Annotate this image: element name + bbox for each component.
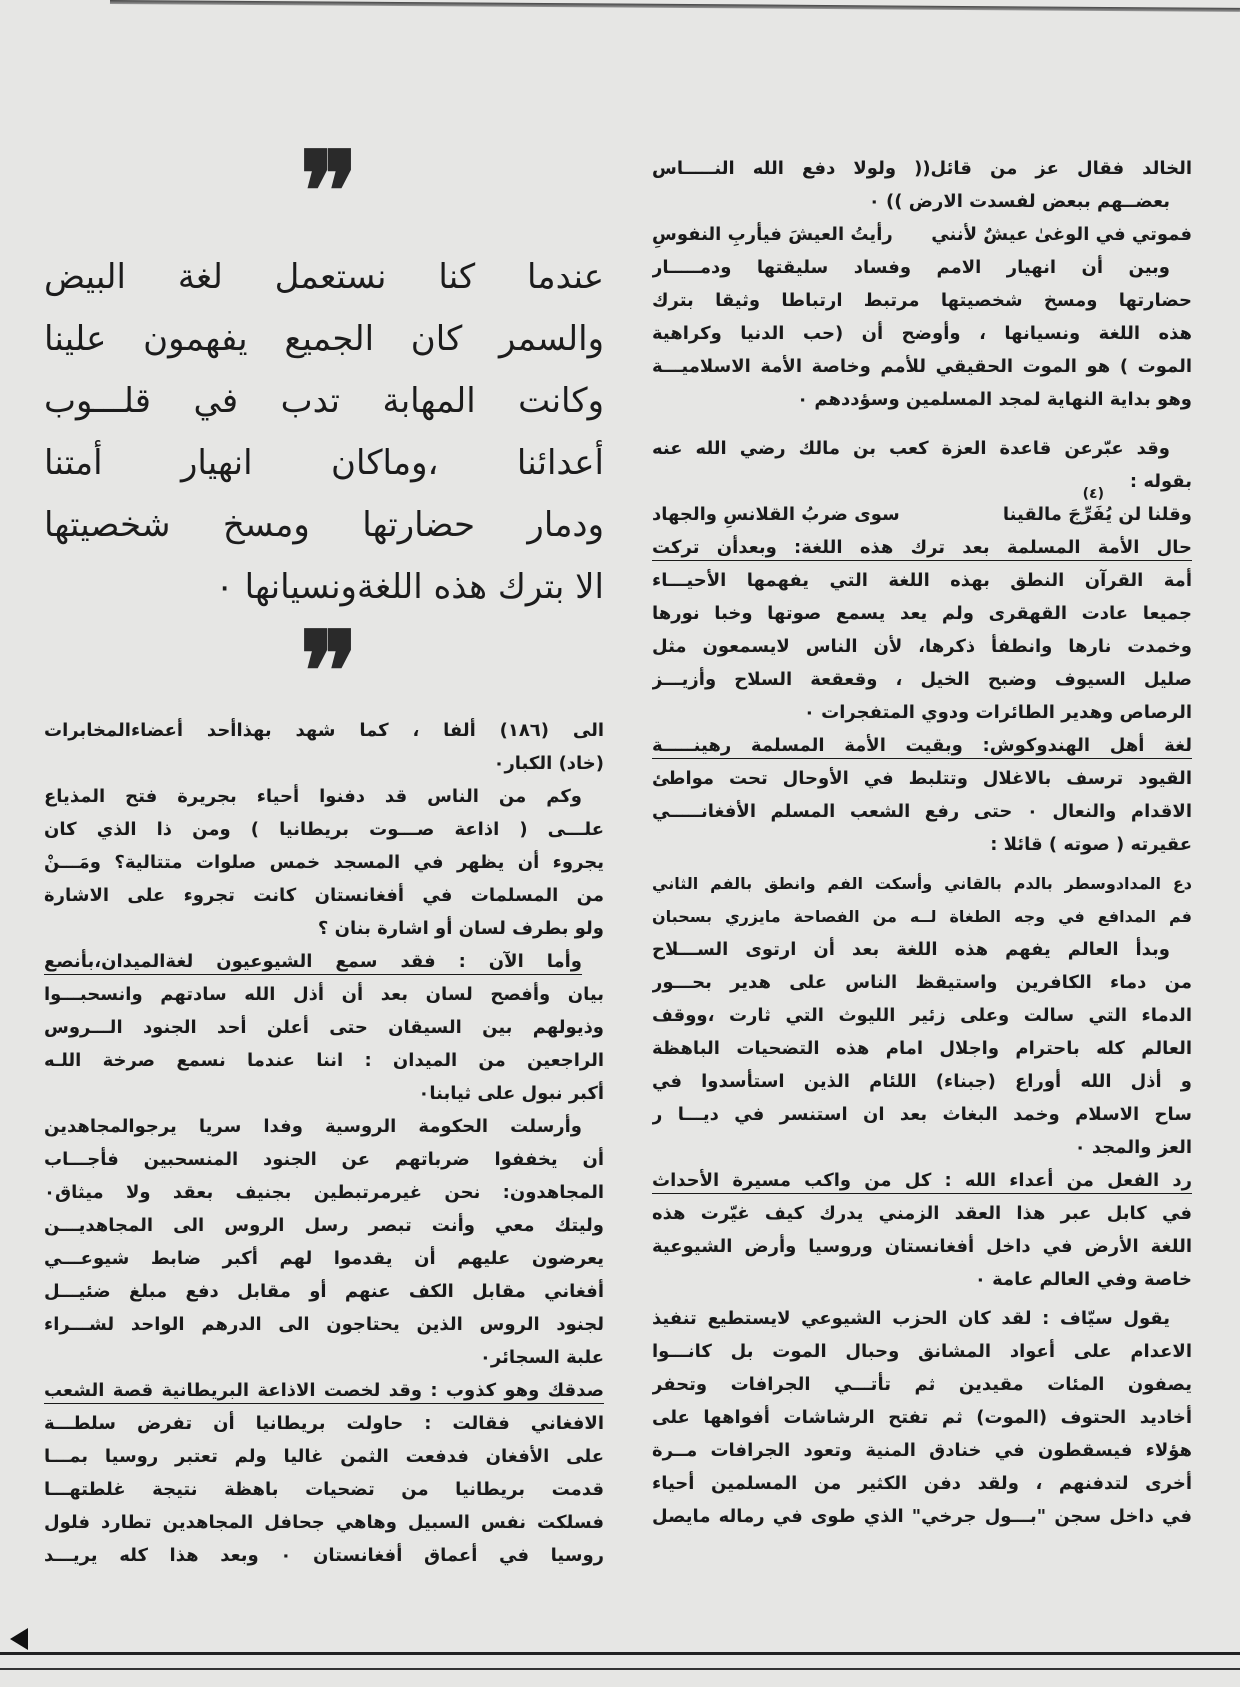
- left-column: [44, 127, 604, 1572]
- right-column: [652, 152, 1192, 1533]
- text-line: الرصاص وهدير الطائرات ودوي المتفجرات ٠: [803, 702, 1192, 723]
- text-line: بعضــهم ببعض لفسدت الارض )) ٠: [868, 191, 1170, 212]
- text-line: هذه اللغة ونسيانها ، وأوضح أن (حب الدنيا وكراهية: [652, 323, 1192, 344]
- text-line: ساح الاسلام وخمد البغاث بعد ان استنسر في ديـــا ر: [652, 1104, 1192, 1125]
- pull-quote-line: ودمار حضارتها ومسخ شخصيتها: [44, 505, 604, 545]
- text-line: الافغاني فقالت : حاولت بريطانيا أن تفرض سلطـــة: [44, 1413, 604, 1434]
- text-line: العالم كله باحترام واجلال امام هذه التضحيات الباهظة: [652, 1038, 1192, 1059]
- text-line: وقد عبّرعن قاعدة العزة كعب بن مالك رضي الله عنه: [652, 438, 1170, 459]
- quote-open-icon: ❞: [299, 127, 349, 256]
- bottom-rule: [0, 1668, 1240, 1670]
- text-line: العز والمجد ٠: [1074, 1137, 1192, 1158]
- footnote-marker: (٤): [1082, 486, 1104, 502]
- text-line: صليل السيوف وضبح الخيل ، وقعقعة السلاح وأزيـــز: [652, 669, 1192, 690]
- text-line: يقول سيّاف : لقد كان الحزب الشيوعي لايستطيع تنفيذ: [652, 1308, 1170, 1329]
- text-line: حضارتها ومسخ شخصيتها مرتبط ارتباطا وثيقا بترك: [652, 290, 1192, 311]
- bottom-rule: [0, 1652, 1240, 1655]
- text-line: جميعا عادت القهقرى ولم يعد يسمع صوتها وخبا نورها: [652, 603, 1192, 624]
- text-line: الراجعين من الميدان : اننا عندما نسمع صرخة اللـه: [44, 1050, 604, 1071]
- text-line: يعرضون عليهم أن يقدموا لهم أكبر ضابط شيوعـــي: [44, 1248, 604, 1269]
- quote-close-icon: ❞: [299, 607, 349, 736]
- page-top-edge: [110, 0, 1240, 12]
- verse-hemistich-second: رأيتُ العيشَ فيأربِ النفوسِ: [652, 224, 893, 245]
- pull-quote: [44, 246, 604, 618]
- text-line: القيود ترسف بالاغلال وتتلبط في الأوحال تحت مواطئ: [652, 768, 1192, 789]
- text-line: ولو بطرف لسان أو اشارة بنان ؟: [317, 918, 604, 939]
- section-heading-line: رد الفعل من أعداء الله : كل من واكب مسيرة الأحداث: [652, 1170, 1192, 1191]
- text-line: في كابل عبر هذا العقد الزمني يدرك كيف غيّرت هذه: [652, 1203, 1192, 1224]
- poem-verse: [652, 218, 1192, 251]
- pull-quote-line: عندما كنا نستعمل لغة البيض: [44, 257, 604, 297]
- text-line: الخالد فقال عز من قائل(( ولولا دفع الله النـــــاس: [652, 158, 1192, 179]
- poem-line: دع المدادوسطر بالدم بالقاني وأسكت الفم وانطق بالفم الثاني: [652, 874, 1192, 893]
- poem-line: فم المدافع في وجه الطغاة لــه من الفصاحة مايزري بسحبان: [652, 907, 1192, 926]
- text-line: أكبر نبول على ثيابنا٠: [418, 1083, 604, 1104]
- text-line: أخرى لتدفنهم ، ولقد دفن الكثير من المسلمين أحياء: [652, 1473, 1192, 1494]
- pull-quote-line: الا بترك هذه اللغةونسيانها ٠: [215, 567, 604, 607]
- verse-hemistich-second: سوى ضربُ القلانسِ والجهاد: [652, 504, 900, 525]
- text-line: هؤلاء فيسقطون في خنادق المنية وتعود الجرافات مــرة: [652, 1440, 1192, 1461]
- section-heading-line: صدقك وهو كذوب : وقد لخصت الاذاعة البريطانية قصة الشعب: [44, 1380, 604, 1401]
- text-line: علـــى ( اذاعة صـــوت بريطانيا ) ومن ذا الذي كان: [44, 819, 604, 840]
- text-line: بيان وأفصح لسان بعد أن أذل الله سادتهم وانسحبـــوا: [44, 984, 604, 1005]
- text-line: أمة القرآن النطق بهذه اللغة التي يفهمها الأحيـــاء: [652, 570, 1192, 591]
- text-line: المجاهدون: نحن غيرمرتبطين بجنيف بعقد ولا ميثاق٠: [44, 1182, 604, 1203]
- text-line: بقوله :: [1129, 471, 1192, 492]
- pull-quote-line: أعدائنا ،وماكان انهيار أمتنا: [44, 443, 604, 483]
- text-line: الاعدام على أعواد المشانق وحبال الموت بل كانـــوا: [652, 1341, 1192, 1362]
- section-heading-line: وأما الآن : فقد سمع الشيوعيون لغةالميدان،بأنصع: [44, 951, 582, 972]
- section-heading-line: حال الأمة المسلمة بعد ترك هذه اللغة: وبعدأن تركت: [652, 537, 1192, 558]
- text-line: قدمت بريطانيا من تضحيات باهظة نتيجة غلطتهـــا: [44, 1479, 604, 1500]
- text-line: وأرسلت الحكومة الروسية وفدا سريا يرجوالمجاهدين: [44, 1116, 582, 1137]
- poem-verse: [652, 486, 1192, 531]
- text-line: يصفون المئات مقيدين ثم تأتـــي الجرافات وتحفر: [652, 1374, 1192, 1395]
- text-line: وبدأ العالم يفهم هذه اللغة بعد أن ارتوى الســـلاح: [652, 939, 1170, 960]
- text-line: وهو بداية النهاية لمجد المسلمين وسؤددهم ٠: [797, 389, 1192, 410]
- text-line: وليتك معي وأنت تبصر رسل الروس الى المجاهديـــن: [44, 1215, 604, 1236]
- text-line: علبة السجائر٠: [479, 1347, 604, 1368]
- text-line: وكم من الناس قد دفنوا أحياء بجريرة فتح المذياع: [44, 786, 582, 807]
- text-line: أن يخففوا ضرباتهم عن الجنود المنسحبين فأجـــاب: [44, 1149, 604, 1170]
- text-line: خاصة وفي العالم عامة ٠: [974, 1269, 1192, 1290]
- continue-arrow-icon: [10, 1628, 28, 1650]
- text-line: أفغاني مقابل الكف عنهم أو مقابل دفع مبلغ ضئيـــل: [44, 1281, 604, 1302]
- pull-quote-line: والسمر كان الجميع يفهمون علينا: [44, 319, 604, 359]
- text-line: (خاد) الكبار٠: [493, 753, 604, 774]
- text-line: و أذل الله أوراع (جبناء) اللئام الذين استأسدوا في: [652, 1071, 1192, 1092]
- text-line: الدماء التي سالت وعلى زئير الليوث التي ثارت ،ووقف: [652, 1005, 1192, 1026]
- text-line: الموت ) هو الموت الحقيقي للأمم وخاصة الأمة الاسلاميـــة: [652, 356, 1192, 377]
- text-line: على الأفغان فدفعت الثمن غاليا ولم تعتبر روسيا بمـــا: [44, 1446, 604, 1467]
- text-line: فسلكت نفس السبيل وهاهي جحافل المجاهدين تطارد فلول: [44, 1512, 604, 1533]
- verse-hemistich-first: فموتي في الوغىٰ عيشٌ لأنني: [931, 224, 1192, 245]
- pull-quote-line: وكانت المهابة تدب في قلـــوب: [44, 381, 604, 421]
- text-line: روسيا في أعماق أفغانستان ٠ وبعد هذا كله يريـــد: [44, 1545, 604, 1566]
- text-line: الى (١٨٦) ألفا ، كما شهد بهذاأحد أعضاءالمخابرات: [44, 720, 604, 741]
- text-line: الاقدام والنعال ٠ حتى رفع الشعب المسلم الأفغانـــــي: [652, 801, 1192, 822]
- text-line: في داخل سجن "بـــول جرخي" الذي طوى في رماله مايصل: [652, 1506, 1192, 1527]
- text-line: وذيولهم بين السيقان حتى أعلن أحد الجنود الـــروس: [44, 1017, 604, 1038]
- text-line: من دماء الكافرين واستيقظ الناس على هدير بحـــور: [652, 972, 1192, 993]
- text-line: اللغة الأرض في داخل أفغانستان وروسيا وأرض الشيوعية: [652, 1236, 1192, 1257]
- text-line: وخمدت نارها وانطفأ ذكرها، لأن الناس لايسمعون مثل: [652, 636, 1192, 657]
- text-line: عقيرته ( صوته ) قائلا :: [990, 834, 1192, 855]
- text-line: لجنود الروس الذين يحتاجون الى الدرهم الواحد لشـــراء: [44, 1314, 604, 1335]
- text-line: من المسلمات في أفغانستان كانت تجروء على الاشارة: [44, 885, 604, 906]
- text-line: أخاديد الحتوف (الموت) ثم تفتح الرشاشات أفواهها على: [652, 1407, 1192, 1428]
- text-line: يجروء أن يظهر في المسجد خمس صلوات متتالية؟ ومَـــنْ: [44, 852, 604, 873]
- text-line: وبين أن انهيار الامم وفساد سليقتها ودمـــــار: [652, 257, 1170, 278]
- verse-hemistich-first: وقلنا لن يُفَرِّجَ مالقينا: [1002, 504, 1192, 525]
- section-heading-line: لغة أهل الهندوكوش: وبقيت الأمة المسلمة رهينـــــة: [652, 735, 1192, 756]
